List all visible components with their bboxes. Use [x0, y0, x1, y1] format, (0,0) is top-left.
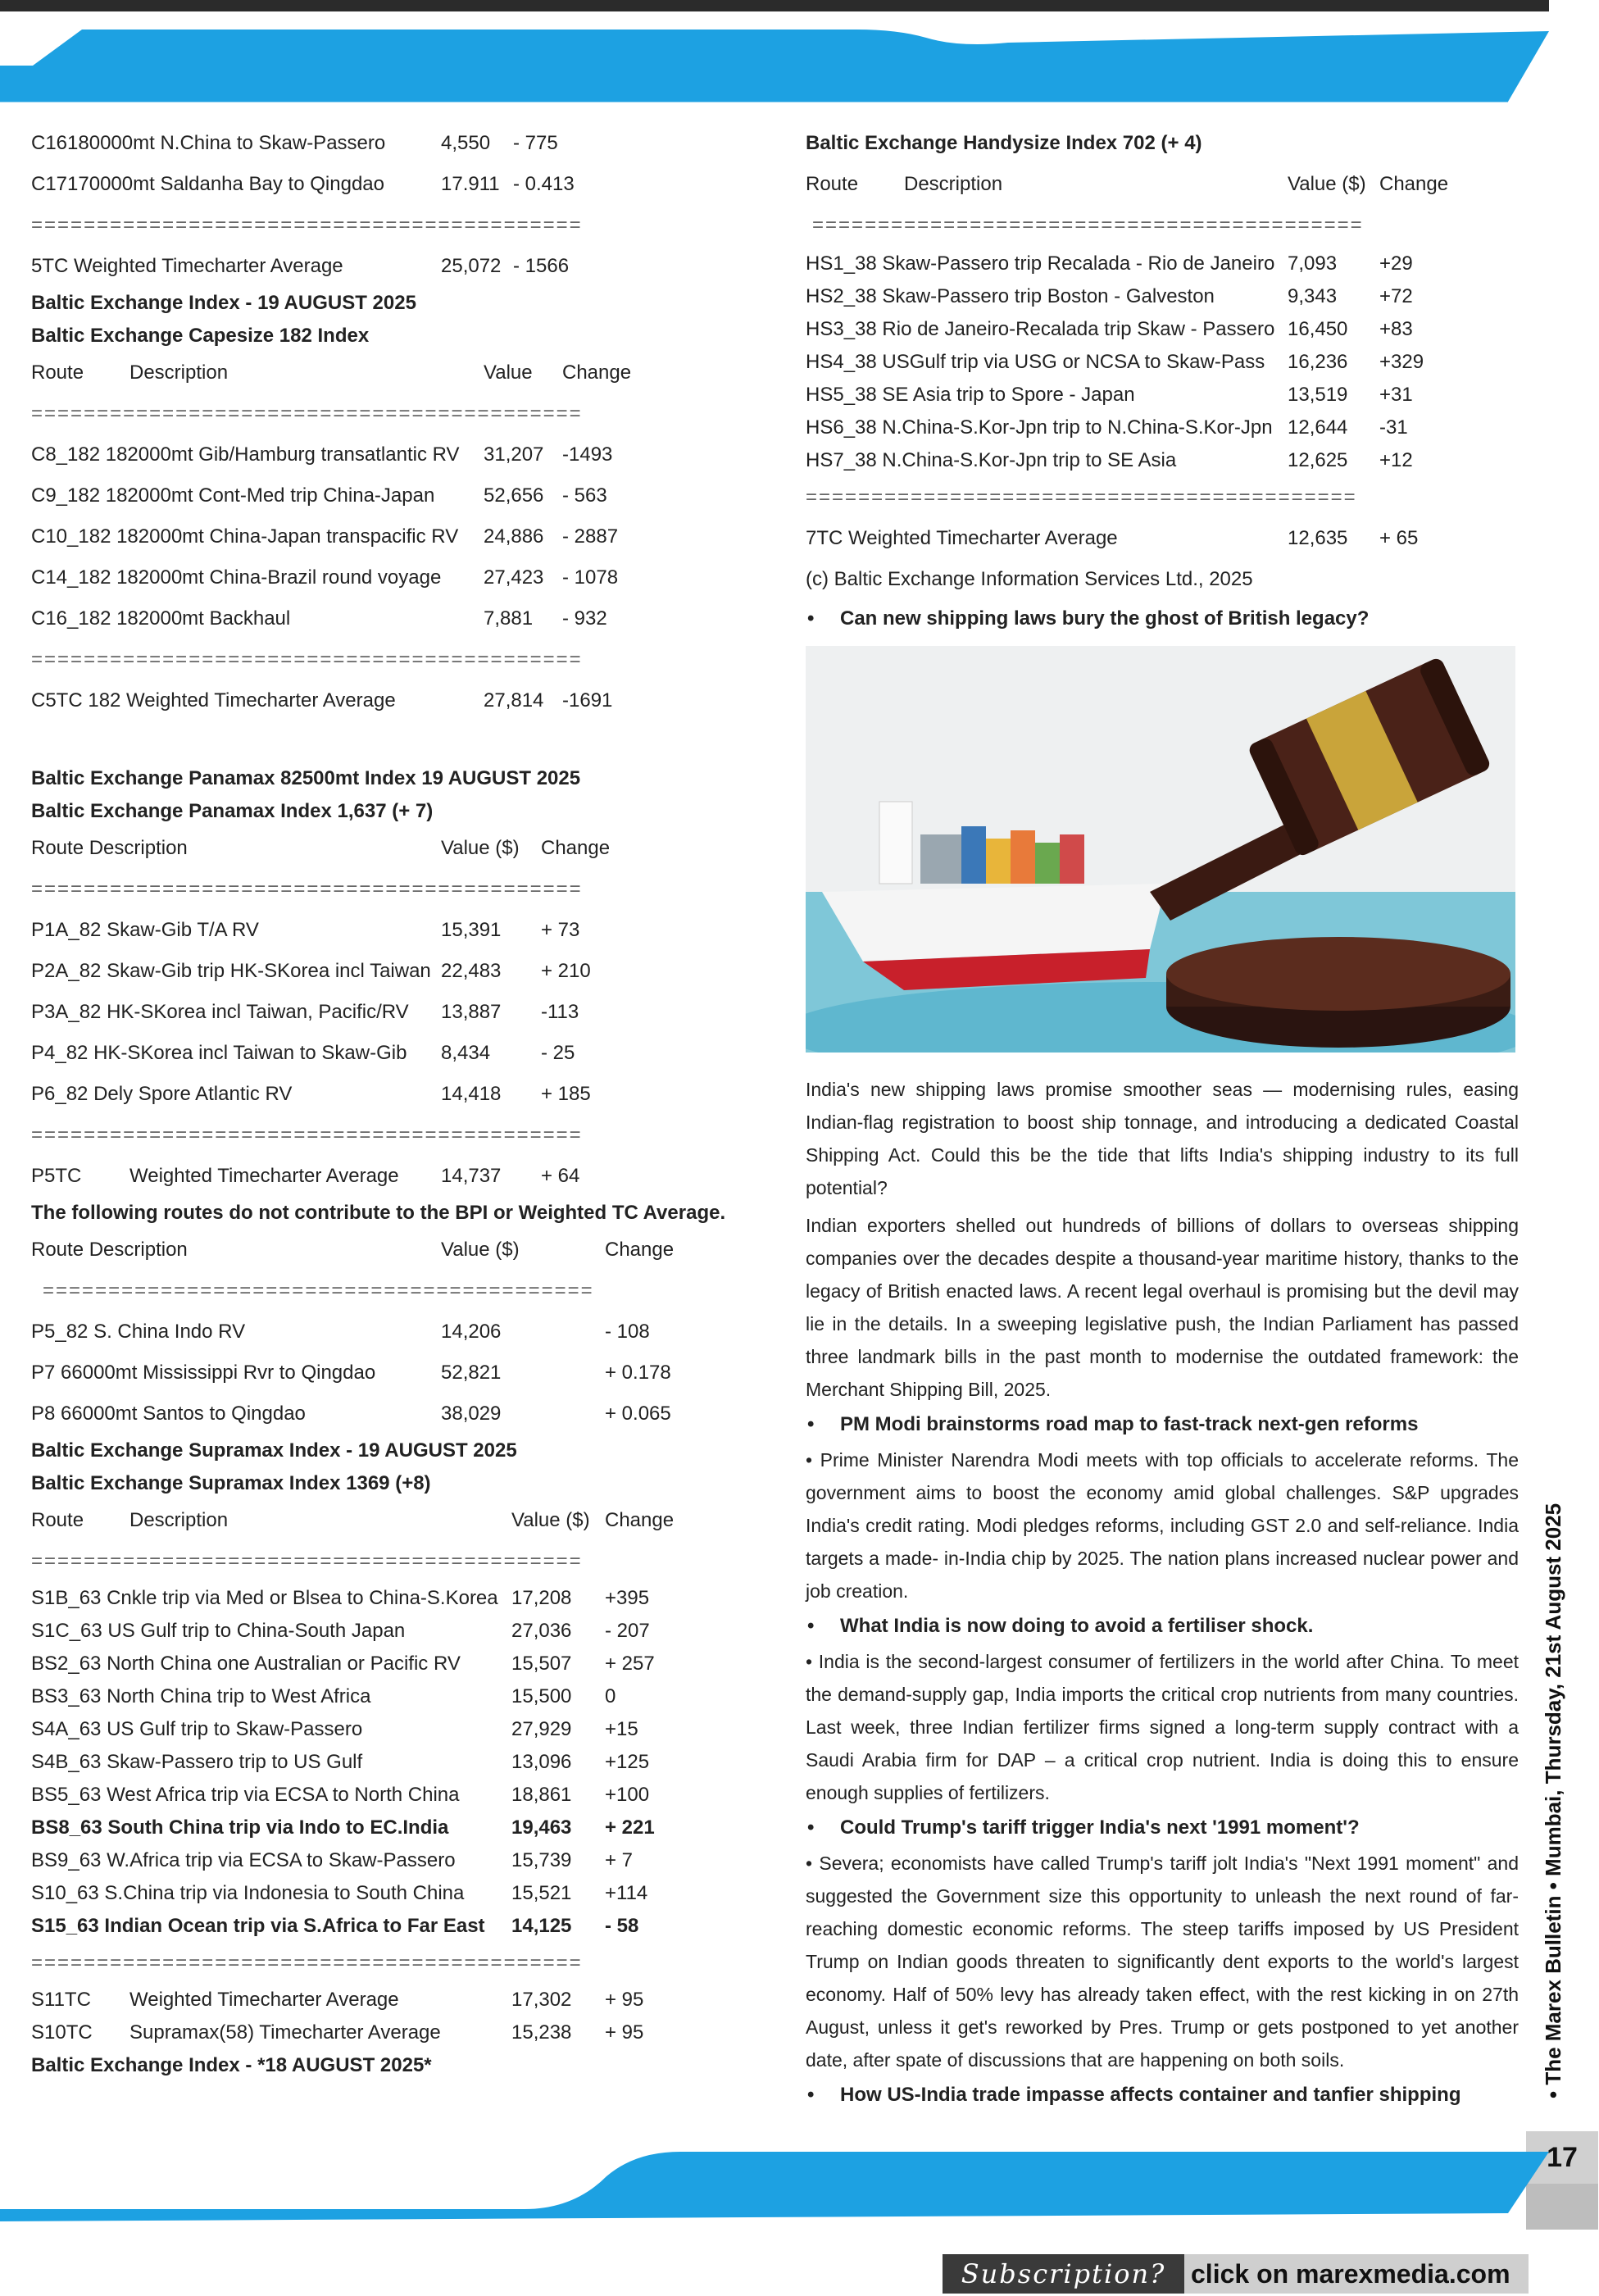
- header-route: Route: [806, 173, 859, 195]
- divider: ==========================================: [31, 402, 583, 425]
- change-cell: + 7: [605, 1849, 634, 1871]
- route-cell: P5TC: [31, 1165, 82, 1187]
- change-cell: + 0.178: [605, 1362, 671, 1384]
- desc-cell: Supramax(58) Timecharter Average: [129, 2021, 441, 2044]
- route-cell: BS8_63 South China trip via Indo to EC.India: [31, 1816, 449, 1839]
- route-cell: C16180000mt N.China to Skaw-Passero: [31, 132, 386, 154]
- change-cell: +29: [1379, 252, 1413, 275]
- route-cell: S1B_63 Cnkle trip via Med or Blsea to China-S.Korea: [31, 1587, 498, 1609]
- table-row: [31, 164, 752, 205]
- section-title: Baltic Exchange Panamax 82500mt Index 19 AUGUST 2025: [31, 767, 581, 789]
- change-cell: + 210: [541, 960, 591, 982]
- divider: ==========================================: [31, 648, 583, 671]
- route-cell: S11TC: [31, 1989, 91, 2011]
- section-title: Baltic Exchange Index - *18 AUGUST 2025*: [31, 2054, 432, 2076]
- header-change: Change: [562, 361, 632, 384]
- change-cell: - 2887: [562, 525, 619, 548]
- value-cell: 15,500: [511, 1685, 572, 1707]
- divider: ==========================================: [31, 1952, 583, 1974]
- change-cell: - 0.413: [513, 173, 575, 195]
- route-cell: P8 66000mt Santos to Qingdao: [31, 1403, 306, 1425]
- article-paragraph: Indian exporters shelled out hundreds of billions of dollars to overseas shipping companies over the decades despite a thousand-year maritime history, thanks to the legacy of British enacted laws. A recent legal overhaul is promising but the devil may lie in the details. In a sweeping legislative push, the Indian Parliament has passed three landmark bills in the past month to modernise the outdated framework: the Merchant Shipping Bill, 2025.: [806, 1215, 1519, 1400]
- header-change: Change: [605, 1509, 675, 1531]
- route-cell: S10TC: [31, 2021, 93, 2044]
- value-cell: 17,208: [511, 1587, 572, 1609]
- value-cell: 38,029: [441, 1403, 502, 1425]
- subscription-label: Subscription?: [943, 2254, 1184, 2294]
- header-route: Route: [31, 1509, 84, 1531]
- table-header: [31, 1230, 752, 1271]
- header-banner: [0, 0, 1599, 107]
- change-cell: - 932: [562, 607, 607, 630]
- left-column: [31, 123, 752, 2082]
- header-change: Change: [541, 837, 611, 859]
- route-cell: P1A_82 Skaw-Gib T/A RV: [31, 919, 259, 941]
- copyright: (c) Baltic Exchange Information Services Ltd., 2025: [806, 568, 1253, 590]
- change-cell: +329: [1379, 351, 1424, 373]
- change-cell: -31: [1379, 416, 1408, 439]
- route-cell: HS7_38 N.China-S.Kor-Jpn trip to SE Asia: [806, 449, 1177, 471]
- footer-banner: [0, 2148, 1599, 2238]
- change-cell: +15: [605, 1718, 638, 1740]
- table-row: [31, 992, 752, 1033]
- subscription-link[interactable]: click on marexmedia.com: [1184, 2254, 1529, 2294]
- divider: ==========================================: [43, 1280, 594, 1302]
- change-cell: -1691: [562, 689, 613, 712]
- divider: ==========================================: [812, 214, 1364, 236]
- value-cell: 15,521: [511, 1882, 572, 1904]
- divider: ==========================================: [31, 1124, 583, 1146]
- change-cell: + 73: [541, 919, 580, 941]
- table-row: [31, 557, 752, 598]
- change-cell: + 95: [605, 2021, 644, 2044]
- route-cell: C10_182 182000mt China-Japan transpacific RV: [31, 525, 459, 548]
- route-cell: C9_182 182000mt Cont-Med trip China-Japan: [31, 484, 435, 507]
- table-row: [31, 1582, 752, 1615]
- header-description: Description: [129, 1509, 229, 1531]
- divider: ==========================================: [806, 486, 1357, 508]
- value-cell: 14,737: [441, 1165, 502, 1187]
- table-header: [806, 164, 1519, 205]
- table-row: [806, 313, 1519, 346]
- header-value: Value: [484, 361, 533, 384]
- change-cell: +114: [605, 1882, 648, 1904]
- change-cell: + 257: [605, 1653, 655, 1675]
- value-cell: 8,434: [441, 1042, 491, 1064]
- divider: ==========================================: [31, 1550, 583, 1572]
- table-row: [806, 248, 1519, 280]
- section-title: Baltic Exchange Supramax Index 1369 (+8): [31, 1472, 431, 1494]
- section-title: Baltic Exchange Panamax Index 1,637 (+ 7): [31, 800, 434, 822]
- description-cell: Weighted Timecharter Average: [129, 1165, 399, 1187]
- value-cell: 13,096: [511, 1751, 572, 1773]
- value-cell: 12,635: [1288, 527, 1348, 549]
- route-cell: BS3_63 North China trip to West Africa: [31, 1685, 371, 1707]
- value-cell: 14,125: [511, 1915, 572, 1937]
- change-cell: - 207: [605, 1620, 650, 1642]
- route-cell: BS9_63 W.Africa trip via ECSA to Skaw-Passero: [31, 1849, 456, 1871]
- headline: • Could Trump's tariff trigger India's next '1991 moment'?: [806, 1814, 1519, 1842]
- route-cell: C17170000mt Saldanha Bay to Qingdao: [31, 173, 384, 195]
- headline: • Can new shipping laws bury the ghost of British legacy?: [806, 605, 1519, 633]
- section-title: Baltic Exchange Capesize 182 Index: [31, 325, 370, 347]
- header-value: Value ($): [511, 1509, 590, 1531]
- table-row: [806, 346, 1519, 379]
- value-cell: 17,302: [511, 1989, 572, 2011]
- table-row: [31, 1156, 752, 1197]
- header-description: Description: [129, 361, 229, 384]
- value-cell: 12,644: [1288, 416, 1348, 439]
- value-cell: 31,207: [484, 443, 544, 466]
- value-cell: 27,423: [484, 566, 544, 589]
- table-row: [31, 1033, 752, 1074]
- section-title: The following routes do not contribute to the BPI or Weighted TC Average.: [31, 1202, 726, 1224]
- value-cell: 15,507: [511, 1653, 572, 1675]
- route-cell: P3A_82 HK-SKorea incl Taiwan, Pacific/RV: [31, 1001, 409, 1023]
- route-cell: HS5_38 SE Asia trip to Spore - Japan: [806, 384, 1135, 406]
- desc-cell: Weighted Timecharter Average: [129, 1989, 399, 2011]
- table-row: [31, 1844, 752, 1877]
- table-row: [31, 1312, 752, 1353]
- change-cell: +12: [1379, 449, 1413, 471]
- table-row: [31, 1910, 752, 1943]
- header-value: Value ($): [1288, 173, 1366, 195]
- value-cell: 4,550: [441, 132, 491, 154]
- section-title: Baltic Exchange Handysize Index 702 (+ 4): [806, 132, 1202, 154]
- table-row: [31, 1353, 752, 1394]
- sidebar-masthead: • The Marex Bulletin • Mumbai, Thursday, 21st August 2025: [1541, 1503, 1565, 2098]
- value-cell: 15,391: [441, 919, 502, 941]
- value-cell: 19,463: [511, 1816, 572, 1839]
- route-cell: S1C_63 US Gulf trip to China-South Japan: [31, 1620, 406, 1642]
- table-row: [31, 1812, 752, 1844]
- table-row: [31, 1746, 752, 1779]
- route-cell: C5TC 182 Weighted Timecharter Average: [31, 689, 396, 712]
- change-cell: -1493: [562, 443, 613, 466]
- table-row: [31, 1877, 752, 1910]
- change-cell: +100: [605, 1784, 650, 1806]
- value-cell: 15,238: [511, 2021, 572, 2044]
- route-cell: S4B_63 Skaw-Passero trip to US Gulf: [31, 1751, 363, 1773]
- table-row: [31, 123, 752, 164]
- page-number: 17: [1526, 2131, 1598, 2230]
- route-cell: 7TC Weighted Timecharter Average: [806, 527, 1118, 549]
- route-cell: P2A_82 Skaw-Gib trip HK-SKorea incl Taiwan: [31, 960, 431, 982]
- table-row: [31, 1648, 752, 1680]
- table-row: [31, 1713, 752, 1746]
- article-paragraph: • Severa; economists have called Trump's tariff jolt India's "Next 1991 moment" and suggested the Government size this opportunity to unleash the next round of far-reaching domestic economic reforms. The steep tariffs imposed by US President Trump on Indian goods threaten to significantly dent exports to the world's largest economy. Half of 50% levy has already taken effect, with the rest kicking in on 27th August, unless it get's reworked by Pres. Trump or gets postponed to yet another date, after spate of discussions that are happening on both soils.: [806, 1853, 1519, 2071]
- header-route: Route: [31, 361, 84, 384]
- table-row: [806, 280, 1519, 313]
- change-cell: + 221: [605, 1816, 655, 1839]
- change-cell: + 95: [605, 1989, 644, 2011]
- table-header: [31, 828, 752, 869]
- article-paragraph: • India is the second-largest consumer of fertilizers in the world after China. To meet the demand-supply gap, India imports the critical crop nutrients from many countries. Last week, three Indian fertilizer firms signed a long-term supply contract with a Saudi Arabia firm for DAP – a critical crop nutrient. India is doing this to ensure enough supplies of fertilizers.: [806, 1651, 1519, 1803]
- headline: • How US-India trade impasse affects container and tanfier shipping: [806, 2081, 1519, 2109]
- value-cell: 27,814: [484, 689, 544, 712]
- value-cell: 22,483: [441, 960, 502, 982]
- route-cell: 5TC Weighted Timecharter Average: [31, 255, 343, 277]
- table-row: [31, 516, 752, 557]
- table-row: [31, 434, 752, 475]
- value-cell: 15,739: [511, 1849, 572, 1871]
- route-cell: P4_82 HK-SKorea incl Taiwan to Skaw-Gib: [31, 1042, 407, 1064]
- value-cell: 7,881: [484, 607, 534, 630]
- table-row: [806, 444, 1519, 477]
- change-cell: + 185: [541, 1083, 591, 1105]
- header-value: Value ($): [441, 1239, 520, 1261]
- route-cell: P5_82 S. China Indo RV: [31, 1321, 246, 1343]
- table-row: [31, 475, 752, 516]
- route-cell: S15_63 Indian Ocean trip via S.Africa to Far East: [31, 1915, 485, 1937]
- value-cell: 9,343: [1288, 285, 1338, 307]
- route-cell: HS4_38 USGulf trip via USG or NCSA to Skaw-Pass: [806, 351, 1265, 373]
- change-cell: + 64: [541, 1165, 580, 1187]
- value-cell: 13,519: [1288, 384, 1348, 406]
- route-cell: HS1_38 Skaw-Passero trip Recalada - Rio de Janeiro: [806, 252, 1275, 275]
- change-cell: - 563: [562, 484, 607, 507]
- change-cell: +125: [605, 1751, 650, 1773]
- change-cell: - 25: [541, 1042, 575, 1064]
- route-cell: HS3_38 Rio de Janeiro-Recalada trip Skaw - Passero: [806, 318, 1275, 340]
- table-header: [31, 352, 752, 393]
- section-title: Baltic Exchange Index - 19 AUGUST 2025: [31, 292, 416, 314]
- value-cell: 13,887: [441, 1001, 502, 1023]
- value-cell: 52,656: [484, 484, 544, 507]
- right-column: [806, 123, 1519, 2114]
- table-header: [31, 1500, 752, 1541]
- header-route: Route Description: [31, 837, 188, 859]
- value-cell: 14,206: [441, 1321, 502, 1343]
- route-cell: HS6_38 N.China-S.Kor-Jpn trip to N.China-S.Kor-Jpn: [806, 416, 1273, 439]
- value-cell: 17.911: [441, 173, 500, 195]
- route-cell: S4A_63 US Gulf trip to Skaw-Passero: [31, 1718, 363, 1740]
- change-cell: - 58: [605, 1915, 639, 1937]
- table-row: [31, 1779, 752, 1812]
- value-cell: 27,929: [511, 1718, 572, 1740]
- change-cell: - 1566: [513, 255, 570, 277]
- value-cell: 16,236: [1288, 351, 1348, 373]
- change-cell: +395: [605, 1587, 650, 1609]
- route-cell: S10_63 S.China trip via Indonesia to South China: [31, 1882, 465, 1904]
- change-cell: - 775: [513, 132, 558, 154]
- article-paragraph: India's new shipping laws promise smoother seas — modernising rules, easing Indian-flag registration to boost ship tonnage, and introducing a dedicated Coastal Shipping Act. Could this be the tide that lifts India's shipping industry to its full potential?: [806, 1079, 1519, 1198]
- divider: ==========================================: [31, 878, 583, 900]
- header-value: Value ($): [441, 837, 520, 859]
- value-cell: 16,450: [1288, 318, 1348, 340]
- value-cell: 25,072: [441, 255, 502, 277]
- table-row: [31, 1074, 752, 1115]
- table-row: [31, 910, 752, 951]
- divider: ==========================================: [31, 214, 583, 236]
- change-cell: + 65: [1379, 527, 1419, 549]
- table-row: [31, 1615, 752, 1648]
- section-title: Baltic Exchange Supramax Index - 19 AUGUST 2025: [31, 1439, 517, 1462]
- header-change: Change: [605, 1239, 675, 1261]
- article-paragraph: • Prime Minister Narendra Modi meets with top officials to accelerate reforms. The government aims to boost the economy amid global challenges. S&P upgrades India's credit rating. Modi pledges reforms, including GST 2.0 and self-reliance. India targets a made- in-India chip by 2025. The nation plans increased nuclear power and job creation.: [806, 1449, 1519, 1602]
- change-cell: +72: [1379, 285, 1413, 307]
- gavel-ship-image: [806, 646, 1515, 1053]
- table-row: [31, 951, 752, 992]
- table-row: [31, 1984, 752, 2016]
- route-cell: P7 66000mt Mississippi Rvr to Qingdao: [31, 1362, 376, 1384]
- table-row: [31, 246, 752, 287]
- route-cell: C8_182 182000mt Gib/Hamburg transatlantic RV: [31, 443, 460, 466]
- value-cell: 24,886: [484, 525, 544, 548]
- table-row: [806, 518, 1519, 559]
- table-row: [806, 379, 1519, 411]
- value-cell: 27,036: [511, 1620, 572, 1642]
- headline: • What India is now doing to avoid a fertiliser shock.: [806, 1612, 1519, 1640]
- value-cell: 52,821: [441, 1362, 502, 1384]
- header-route: Route Description: [31, 1239, 188, 1261]
- route-cell: P6_82 Dely Spore Atlantic RV: [31, 1083, 293, 1105]
- change-cell: - 1078: [562, 566, 619, 589]
- value-cell: 14,418: [441, 1083, 502, 1105]
- route-cell: C14_182 182000mt China-Brazil round voyage: [31, 566, 442, 589]
- table-row: [31, 2016, 752, 2049]
- value-cell: 12,625: [1288, 449, 1348, 471]
- table-row: [31, 1680, 752, 1713]
- table-row: [31, 598, 752, 639]
- route-cell: BS5_63 West Africa trip via ECSA to North China: [31, 1784, 460, 1806]
- change-cell: + 0.065: [605, 1403, 671, 1425]
- change-cell: -113: [541, 1001, 579, 1023]
- value-cell: 7,093: [1288, 252, 1338, 275]
- table-row: [31, 680, 752, 721]
- table-row: [31, 1394, 752, 1434]
- change-cell: +83: [1379, 318, 1413, 340]
- change-cell: 0: [605, 1685, 616, 1707]
- change-cell: +31: [1379, 384, 1413, 406]
- route-cell: BS2_63 North China one Australian or Pacific RV: [31, 1653, 461, 1675]
- value-cell: 18,861: [511, 1784, 572, 1806]
- header-description: Description: [904, 173, 1003, 195]
- table-row: [806, 411, 1519, 444]
- route-cell: HS2_38 Skaw-Passero trip Boston - Galveston: [806, 285, 1215, 307]
- header-change: Change: [1379, 173, 1449, 195]
- headline: • PM Modi brainstorms road map to fast-track next-gen reforms: [806, 1411, 1519, 1439]
- route-cell: C16_182 182000mt Backhaul: [31, 607, 291, 630]
- change-cell: - 108: [605, 1321, 650, 1343]
